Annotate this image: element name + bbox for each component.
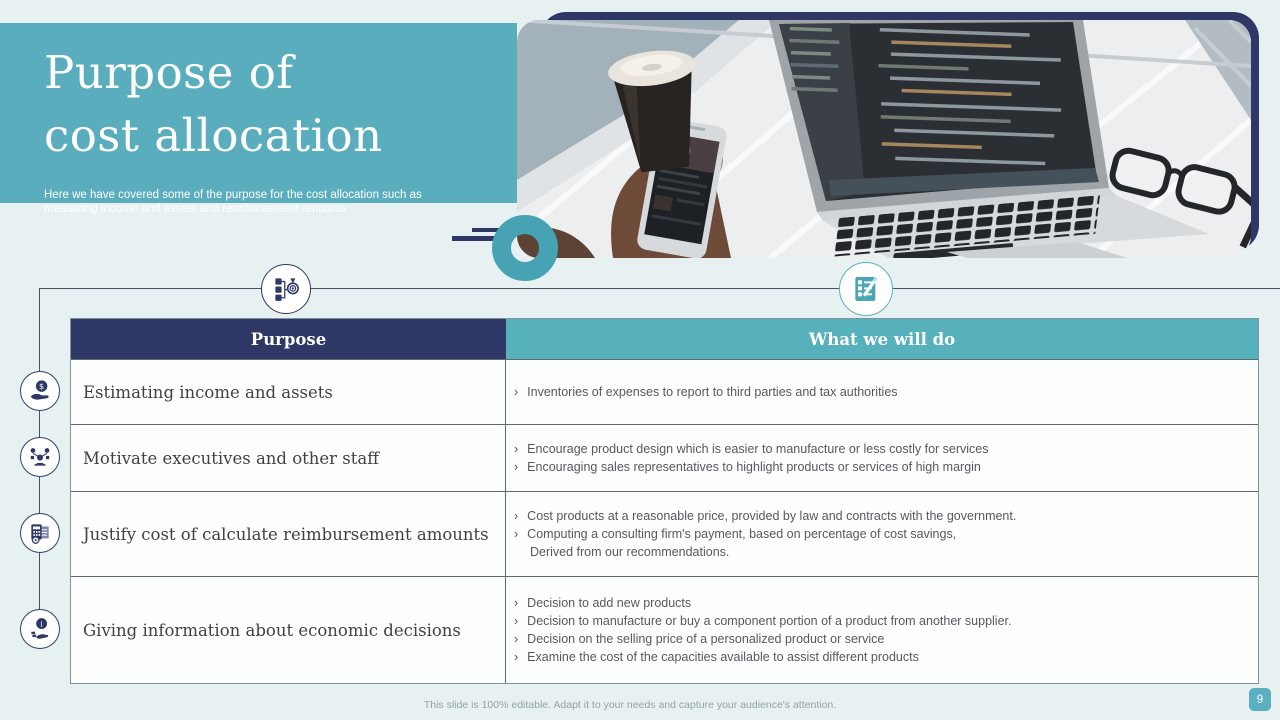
bullet-item: › Cost products at a reasonable price, provided by law and contracts with the government. [514,509,1017,523]
table-row [71,359,1258,424]
actions-cell [506,425,1258,491]
bullet-item: › Encourage product design which is easier to manufacture or less costly for services [514,442,989,456]
team-network-icon [20,437,60,477]
page-number-badge: 9 [1249,688,1271,711]
title-line1: Purpose of [44,46,294,99]
purpose-cell: Estimating income and assets [71,360,506,424]
svg-text:i: i [40,619,43,629]
svg-text:$: $ [39,381,45,392]
bullet-item: › Encouraging sales representatives to highlight products or services of high margin [514,460,981,474]
page-title [44,41,383,167]
connector-line-horizontal [39,288,1280,289]
actions-cell [506,577,1258,683]
header-purpose: Purpose [71,319,506,359]
checklist-pencil-icon [839,262,893,316]
table-row [71,491,1258,576]
bullet-continuation: Derived from our recommendations. [530,545,730,559]
table-body [71,359,1258,683]
laptop-code-phone-coffee-photo [517,20,1251,258]
org-flow-award-icon [261,264,311,314]
dollar-coin-hand-icon [20,371,60,411]
actions-cell [506,360,1258,424]
subtitle: Here we have covered some of the purpose for the cost allocation such as measuring income and assets and reimbursement amounts [44,189,422,215]
header-what-we-will-do: What we will do [506,319,1258,359]
purpose-cell: Giving information about economic decisions [71,577,506,683]
footer-note: This slide is 100% editable. Adapt it to your needs and capture your audience's attention. [423,699,837,711]
title-line2: cost allocation [44,109,383,162]
table-row [71,576,1258,683]
bullet-item: › Decision to manufacture or buy a component portion of a product from another supplier. [514,614,1012,628]
title-block [0,23,517,215]
bullet-item: › Decision on the selling price of a personalized product or service [514,632,885,646]
bullet-item: › Computing a consulting firm's payment, based on percentage of cost savings, [514,527,957,541]
purpose-table [70,318,1259,684]
purpose-cell: Motivate executives and other staff [71,425,506,491]
bullet-item: › Inventories of expenses to report to third parties and tax authorities [514,385,898,399]
bullet-item: › Decision to add new products [514,596,692,610]
bullet-item: › Examine the cost of the capacities available to assist different products [514,650,919,664]
table-header-row [71,319,1258,359]
calculator-invoice-icon [20,513,60,553]
actions-cell [506,492,1258,576]
purpose-cell: Justify cost of calculate reimbursement amounts [71,492,506,576]
donut-ring-shape [492,215,558,281]
table-row [71,424,1258,491]
coin-hand-giving-icon [20,609,60,649]
